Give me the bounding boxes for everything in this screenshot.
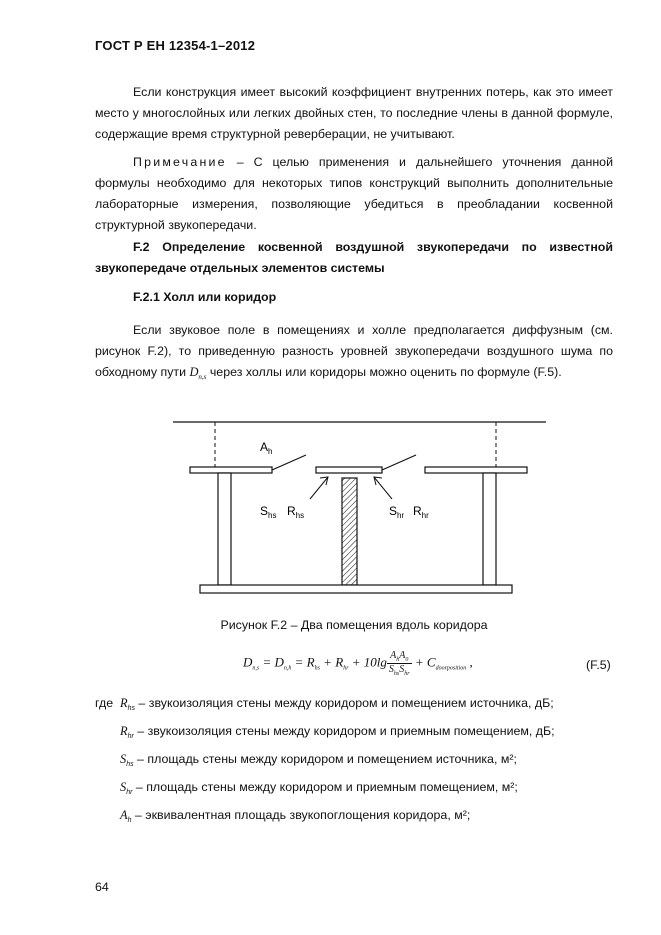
symbol-dns: $D_{n,s}$	[189, 365, 207, 381]
definition-shr: $S_{hr}$ – площадь стены между коридором и приемным помещением, м²;	[120, 780, 518, 796]
label-rhs: $R_{hs}$	[287, 504, 305, 520]
paragraph-1: Если конструкция имеет высокий коэффициент внутренних потерь, как это имеет место у многослойных или легких двойных стен, то последние члены в данной формуле, содержащие время структурной реверберации, не учитывают.	[95, 85, 613, 141]
arrow-left	[310, 477, 328, 499]
wall-right	[483, 473, 496, 585]
section-f2-heading: F.2 Определение косвенной воздушной звукопередачи по известной звукопередаче отдельных элементов системы	[95, 240, 613, 275]
page-number: 64	[95, 880, 109, 894]
floor-slab	[200, 585, 512, 593]
page-header: ГОСТ Р ЕН 12354-1–2012	[95, 38, 256, 53]
paragraph-2-part-b: через холлы или коридоры можно оценить по формуле (F.5).	[206, 365, 562, 379]
note-label: Примечание	[133, 155, 227, 169]
definition-ah: $A_h$ – эквивалентная площадь звукопоглощения коридора, м²;	[120, 808, 471, 824]
figure-f2-diagram	[170, 415, 550, 615]
paragraph-2	[95, 320, 613, 388]
label-ah: $A_h$	[260, 440, 273, 456]
label-shr: $S_{hr}$	[389, 504, 405, 520]
slab-right	[425, 467, 527, 473]
where-word: где	[95, 696, 114, 710]
door-right	[382, 455, 416, 470]
door-left	[272, 455, 306, 470]
label-shs: $S_{hs}$	[260, 504, 277, 520]
section-f21-heading: F.2.1 Холл или коридор	[133, 290, 277, 304]
note-paragraph	[95, 152, 613, 236]
definition-shs: $S_{hs}$ – площадь стены между коридором и помещением источника, м²;	[120, 752, 517, 768]
wall-left	[218, 473, 231, 585]
note-text: – С целью применения и дальнейшего уточнения данной формулы необходимо для некоторых типов конструкций выполнить дополнительные лабораторные измерения, позволяющие убедиться в преобладании косвенной структурной звукопередачи.	[95, 155, 613, 232]
paragraph-2-part-a: Если звуковое поле в помещениях и холле предполагается диффузным (см. рисунок F.2), то приведенную разность уровней звукопередачи воздушного шума по обходному пути	[95, 323, 613, 379]
definition-rhs: $R_{hs}$ – звукоизоляция стены между коридором и помещением источника, дБ;	[120, 696, 554, 712]
definition-rhr: $R_{hr}$ – звукоизоляция стены между коридором и приемным помещением, дБ;	[120, 724, 555, 740]
figure-caption: Рисунок F.2 – Два помещения вдоль коридора	[220, 618, 488, 632]
arrow-right	[374, 477, 392, 499]
equation-f5: $D_{n,s} = D_{n,h} = R_{hs} + R_{hr} + 10\lg$ $\frac{A_hA_0}{S_{hs}S_{hr}}$ + $C_{doorposition}$ ,	[243, 650, 473, 677]
wall-middle-hatched	[342, 478, 357, 585]
equation-number: (F.5)	[586, 658, 611, 672]
label-rhr: $R_{hr}$	[413, 504, 429, 520]
slab-middle	[316, 467, 382, 473]
slab-left	[190, 467, 272, 473]
